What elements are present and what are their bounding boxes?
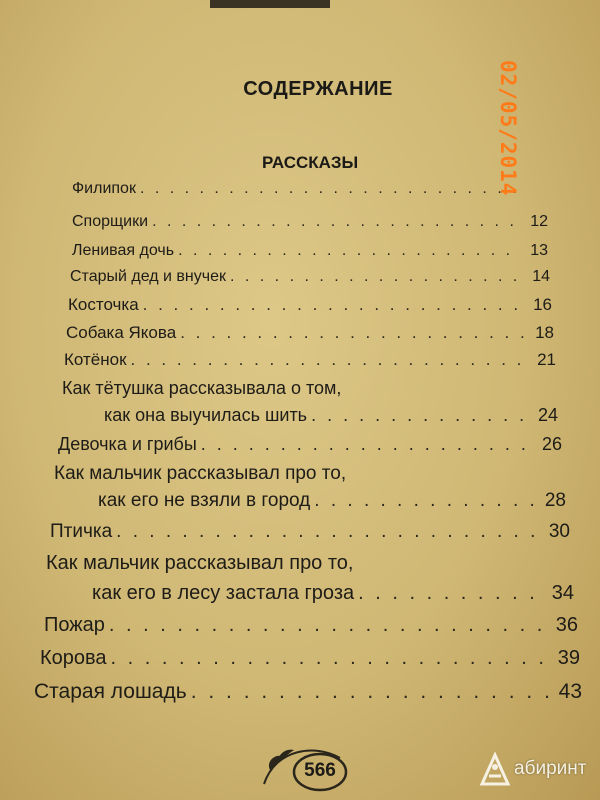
toc-entry-page: 26 bbox=[541, 434, 562, 454]
toc-entry-page: 21 bbox=[537, 350, 556, 369]
toc-entry-page: 30 bbox=[548, 521, 570, 542]
toc-entry-page: 39 bbox=[557, 647, 580, 669]
toc-entry-page: 16 bbox=[533, 295, 552, 314]
toc-entry-title: Старый дед и внучек bbox=[70, 268, 226, 285]
toc-leader-dots bbox=[131, 350, 530, 370]
toc-entry bbox=[44, 614, 578, 637]
toc-entry-title: Котёнок bbox=[64, 350, 127, 369]
toc-entry-title: Ленивая дочь bbox=[72, 242, 175, 259]
watermark-text: абиринт bbox=[514, 758, 587, 779]
toc-entry-title: Корова bbox=[40, 647, 107, 669]
toc-entry bbox=[72, 242, 548, 260]
toc-entry-title: Девочка и грибы bbox=[58, 434, 197, 454]
toc-entry-title-line2: как его не взяли в город bbox=[98, 490, 311, 511]
toc-entry-title-line1: Как мальчик рассказывал про то, bbox=[54, 463, 347, 484]
toc-entry bbox=[50, 521, 570, 543]
toc-entry-title: Пожар bbox=[44, 614, 105, 636]
toc-entry-page: 12 bbox=[530, 213, 548, 230]
toc-entry bbox=[98, 490, 566, 512]
toc-entry-title: Птичка bbox=[50, 521, 113, 542]
toc-entry bbox=[70, 268, 550, 286]
toc-entry-page: 13 bbox=[530, 242, 548, 259]
toc-entry-title-line2: как его в лесу застала гроза bbox=[92, 582, 355, 604]
toc-leader-dots bbox=[116, 521, 544, 543]
toc-entry-page: 43 bbox=[558, 680, 582, 703]
toc-entry bbox=[40, 647, 580, 670]
toc-leader-dots bbox=[191, 680, 555, 704]
toc-entry bbox=[68, 295, 552, 315]
toc-leader-dots bbox=[178, 242, 522, 260]
toc-leader-dots bbox=[111, 647, 554, 670]
toc-entry bbox=[72, 180, 552, 198]
toc-entry-title-line1: Как тётушка рассказывала о том, bbox=[62, 378, 342, 398]
toc-entry bbox=[66, 323, 554, 343]
toc-leader-dots bbox=[201, 434, 536, 455]
toc-leader-dots bbox=[152, 213, 522, 231]
toc-entry-title: Собака Якова bbox=[66, 323, 177, 342]
toc-leader-dots bbox=[143, 295, 526, 315]
toc-leader-dots bbox=[180, 323, 528, 343]
toc-entry-page: 34 bbox=[551, 582, 574, 604]
toc-leader-dots bbox=[311, 405, 532, 426]
toc-entry bbox=[72, 213, 548, 231]
section-heading: РАССКАЗЫ bbox=[262, 153, 359, 172]
camera-date-stamp: 02/05/2014 bbox=[496, 60, 520, 197]
toc-entry bbox=[64, 350, 556, 370]
toc-entry bbox=[92, 582, 574, 605]
toc-entry-title: Филипок bbox=[72, 180, 136, 197]
page-number: 566 bbox=[304, 760, 336, 781]
watermark bbox=[478, 752, 586, 786]
labirint-logo-icon bbox=[478, 752, 512, 786]
page-title: СОДЕРЖАНИЕ bbox=[243, 78, 393, 100]
toc-entry-page: 28 bbox=[544, 490, 566, 511]
toc-leader-dots bbox=[140, 180, 526, 198]
toc-entry-page: 18 bbox=[535, 323, 554, 342]
toc-entry-title-line2: как она выучилась шить bbox=[104, 405, 308, 425]
toc-entry bbox=[34, 680, 582, 704]
toc-entry-page: 36 bbox=[555, 614, 578, 636]
toc-entry bbox=[58, 434, 562, 455]
toc-leader-dots bbox=[109, 614, 552, 637]
toc-entry-title-line1: Как мальчик рассказывал про то, bbox=[46, 552, 354, 574]
toc-entry-title: Спорщики bbox=[72, 213, 149, 230]
toc-entry-page: 14 bbox=[532, 268, 550, 285]
toc-leader-dots bbox=[358, 582, 548, 605]
toc-leader-dots bbox=[230, 268, 524, 286]
toc-entry bbox=[104, 405, 558, 426]
toc-leader-dots bbox=[314, 490, 540, 512]
toc-entry-title: Косточка bbox=[68, 295, 139, 314]
toc-entry-title: Старая лошадь bbox=[34, 680, 187, 703]
toc-entry-page: 24 bbox=[537, 405, 558, 425]
